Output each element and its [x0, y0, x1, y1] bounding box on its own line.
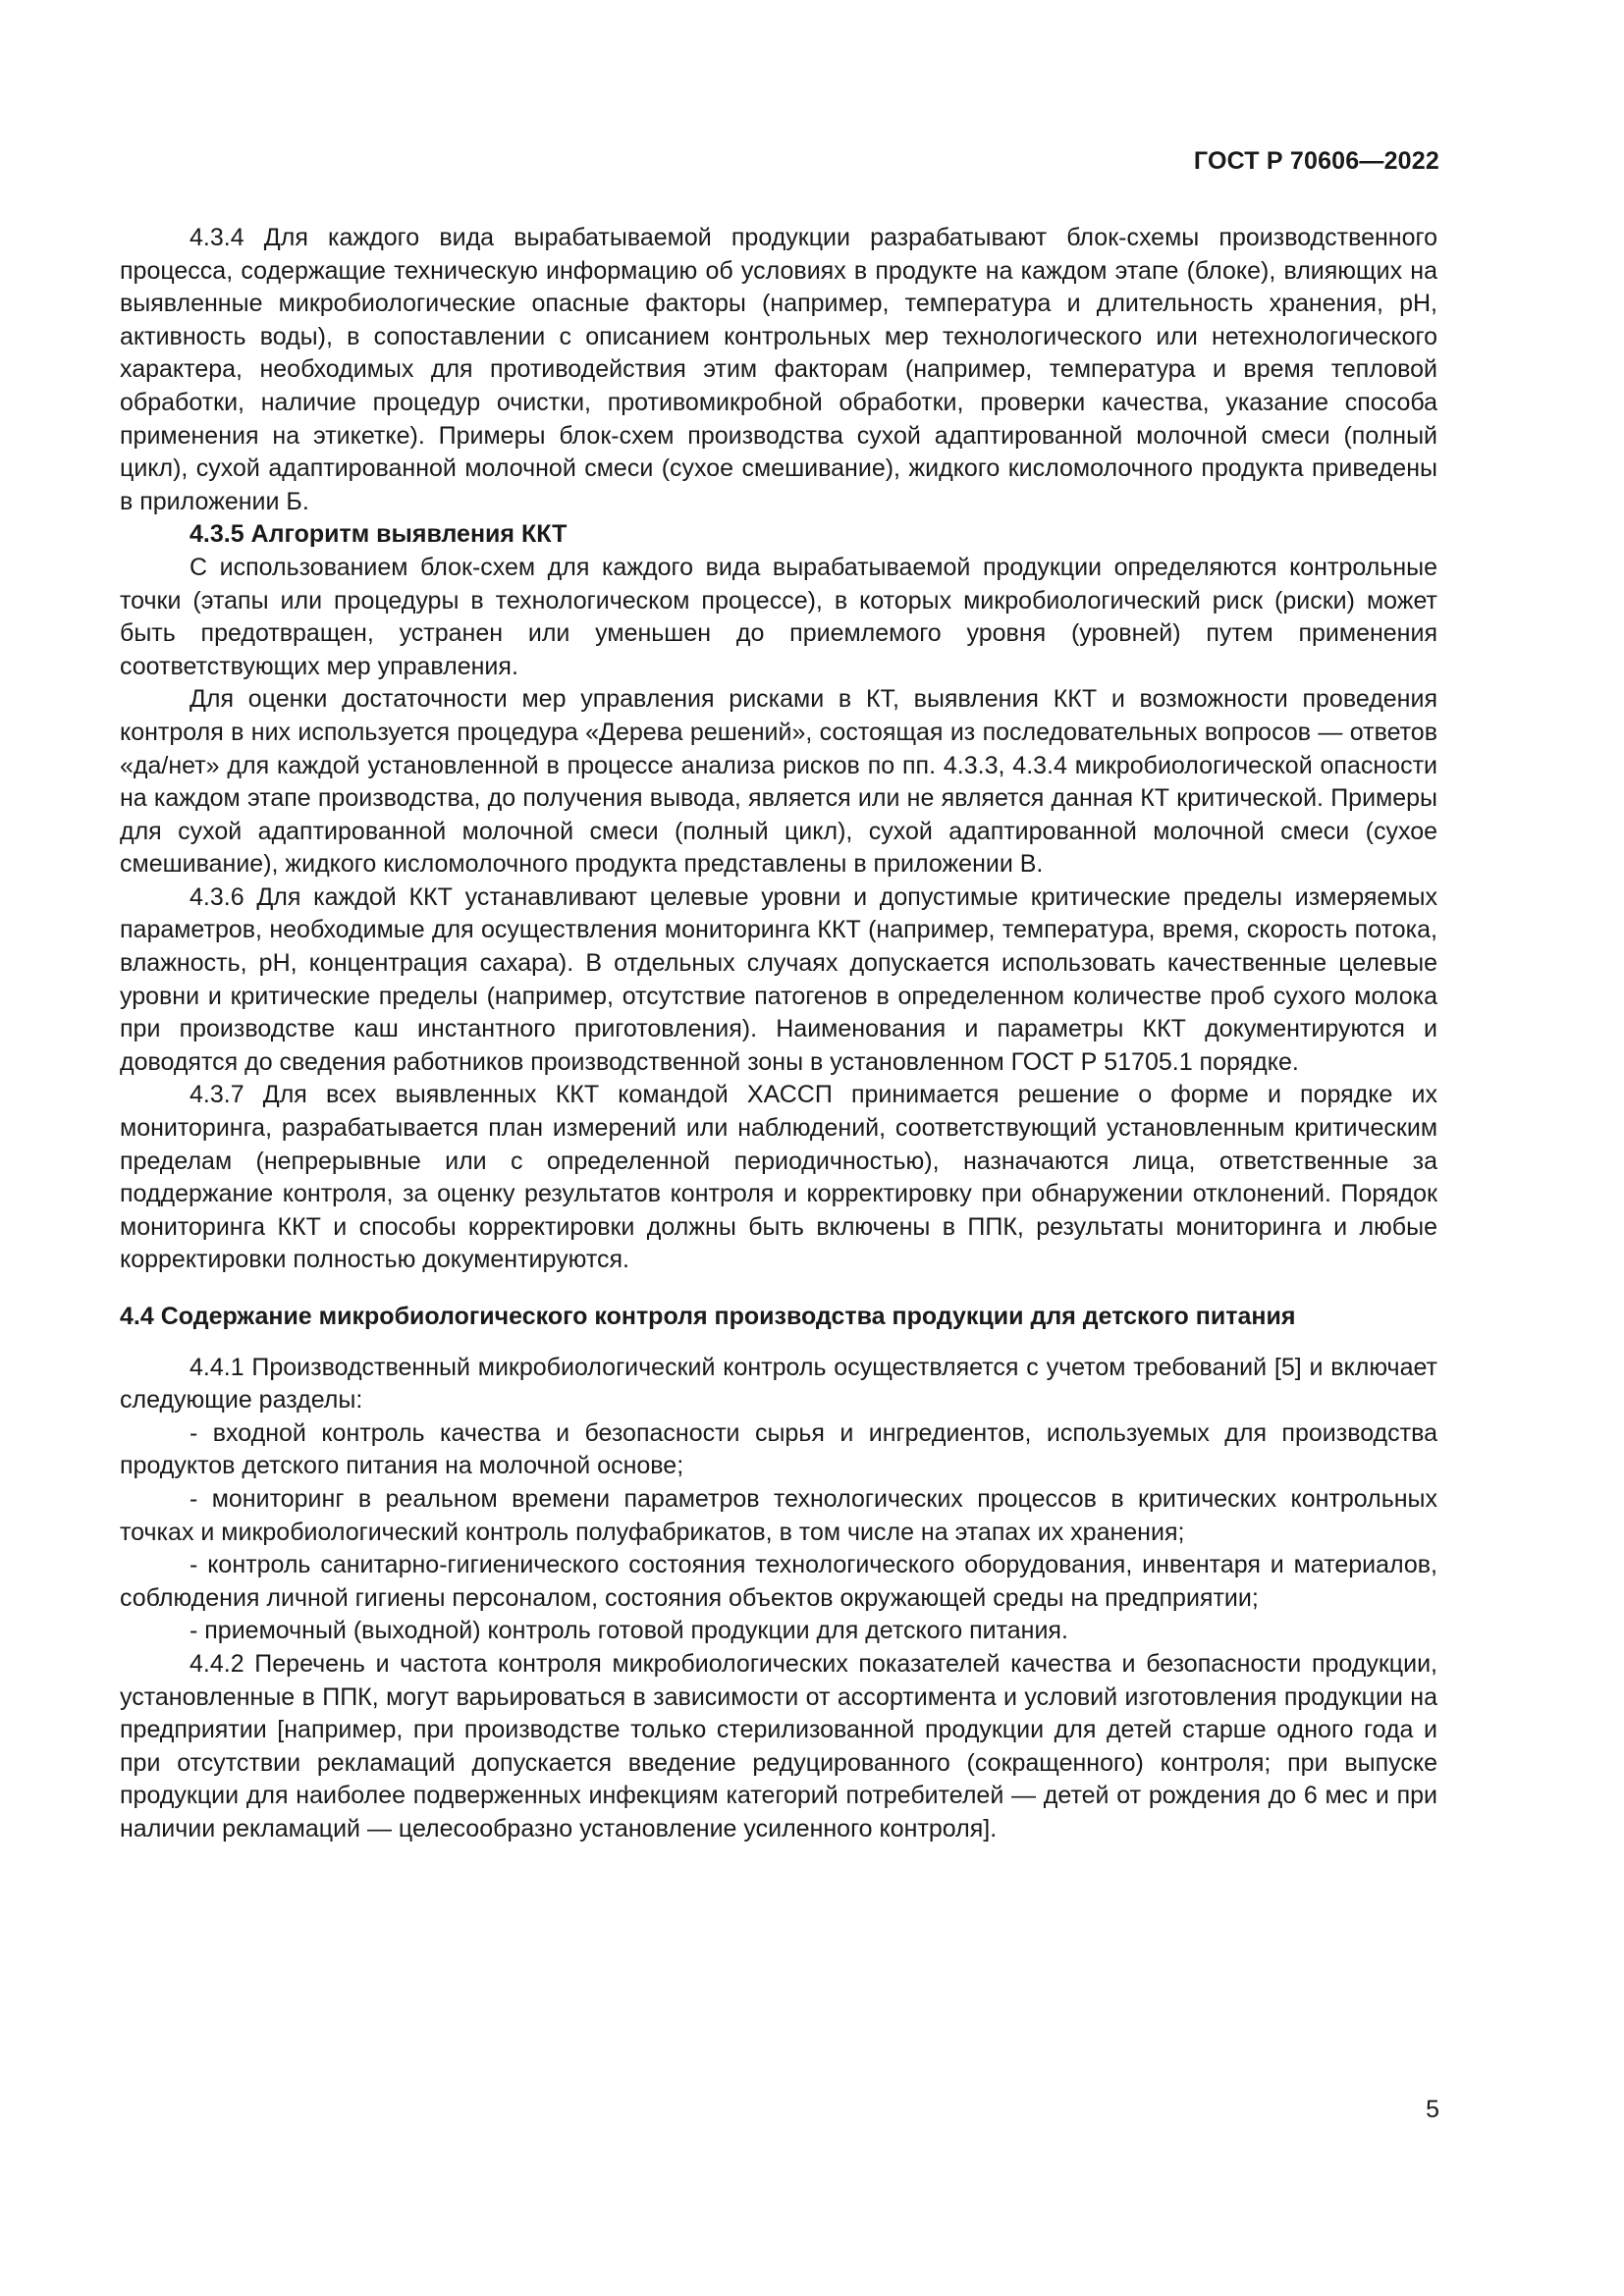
list-item: - мониторинг в реальном времени параметров технологических процессов в критических контрольных точках и микробиологический контроль полуфабрикатов, в том числе на этапах их хранения; [120, 1484, 1437, 1546]
paragraph-4-4-1: 4.4.1 Производственный микробиологический контроль осуществляется с учетом требований [5] и включает следующие разделы: [120, 1353, 1437, 1415]
document-code-header: ГОСТ Р 70606—2022 [1193, 147, 1439, 175]
paragraph-4-3-5-a: С использованием блок-схем для каждого вида вырабатываемой продукции определяются контрольные точки (этапы или процедуры в технологическом процессе), в которых микробиологический риск (риски) может быть предотвращен, устранен или уменьшен до приемлемого уровня (уровней) путем применения соответствующих мер управления. [120, 553, 1437, 680]
paragraph-4-3-5-b: Для оценки достаточности мер управления рисками в КТ, выявления ККТ и возможности проведения контроля в них используется процедура «Дерева решений», состоящая из последовательных вопросов — ответов «да/нет» для каждой установленной в процессе анализа рисков по пп. 4.3.3, 4.3.4 микробиологической опасности на каждом этапе производства, до получения вывода, является или не является данная КТ критической. Примеры для сухой адаптированной молочной смеси (полный цикл), сухой адаптированной молочной смеси (сухое смешивание), жидкого кисломолочного продукта представлены в приложении В. [120, 685, 1437, 879]
list-item: - контроль санитарно-гигиенического состояния технологического оборудования, инвентаря и материалов, соблюдения личной гигиены персоналом, состояния объектов окружающей среды на предприятии; [120, 1551, 1437, 1612]
list-item: - приемочный (выходной) контроль готовой продукции для детского питания. [189, 1617, 1068, 1645]
paragraph-4-3-6: 4.3.6 Для каждой ККТ устанавливают целевые уровни и допустимые критические пределы измеряемых параметров, необходимые для осуществления мониторинга ККТ (например, температура, время, скорость потока, влажность, рН, концентрация сахара). В отдельных случаях допускается использовать качественные целевые уровни и критические пределы (например, отсутствие патогенов в определенном количестве проб сухого молока при производстве каш инстантного приготовления). Наименования и параметры ККТ документируются и доводятся до сведения работников производственной зоны в установленном ГОСТ Р 51705.1 порядке. [120, 882, 1437, 1076]
paragraph-4-3-7: 4.3.7 Для всех выявленных ККТ командой ХАССП принимается решение о форме и порядке их мониторинга, разрабатывается план измерений или наблюдений, соответствующий установленным критическим пределам (непрерывные или с определенной периодичностью), назначаются лица, ответственные за поддержание контроля, за оценку результатов контроля и корректировку при обнаружении отклонений. Порядок мониторинга ККТ и способы корректировки должны быть включены в ППК, результаты мониторинга и любые корректировки полностью документируются. [120, 1081, 1437, 1274]
paragraph-4-4-2: 4.4.2 Перечень и частота контроля микробиологических показателей качества и безопасности продукции, установленные в ППК, могут варьироваться в зависимости от ассортимента и условий изготовления продукции на предприятии [например, при производстве только стерилизованной продукции для детей старше одного года и при отсутствии рекламаций допускается введение редуцированного (сокращенного) контроля; при выпуске продукции для наиболее подверженных инфекциям категорий потребителей — детей от рождения до 6 мес и при наличии рекламаций — целесообразно установление усиленного контроля]. [120, 1649, 1437, 1842]
page-number: 5 [1426, 2096, 1439, 2123]
subheading-4-3-5: 4.3.5 Алгоритм выявления ККТ [189, 520, 568, 549]
document-body [120, 222, 1437, 1846]
paragraph-4-3-4: 4.3.4 Для каждого вида вырабатываемой продукции разрабатывают блок-схемы производственного процесса, содержащие техническую информацию об условиях в продукте на каждом этапе (блоке), влияющих на выявленные микробиологические опасные факторы (например, температура и длительность хранения, рН, активность воды), в сопоставлении с описанием контрольных мер технологического или нетехнологического характера, необходимых для противодействия этим факторам (например, температура и время тепловой обработки, наличие процедур очистки, противомикробной обработки, проверки качества, указание способа применения на этикетке). Примеры блок-схем производства сухой адаптированной молочной смеси (полный цикл), сухой адаптированной молочной смеси (сухое смешивание), жидкого кисломолочного продукта приведены в приложении Б. [120, 224, 1437, 515]
section-heading-4-4: 4.4 Содержание микробиологического контроля производства продукции для детского питания [120, 1303, 1296, 1330]
list-item: - входной контроль качества и безопасности сырья и ингредиентов, используемых для производства продуктов детского питания на молочной основе; [120, 1418, 1437, 1480]
